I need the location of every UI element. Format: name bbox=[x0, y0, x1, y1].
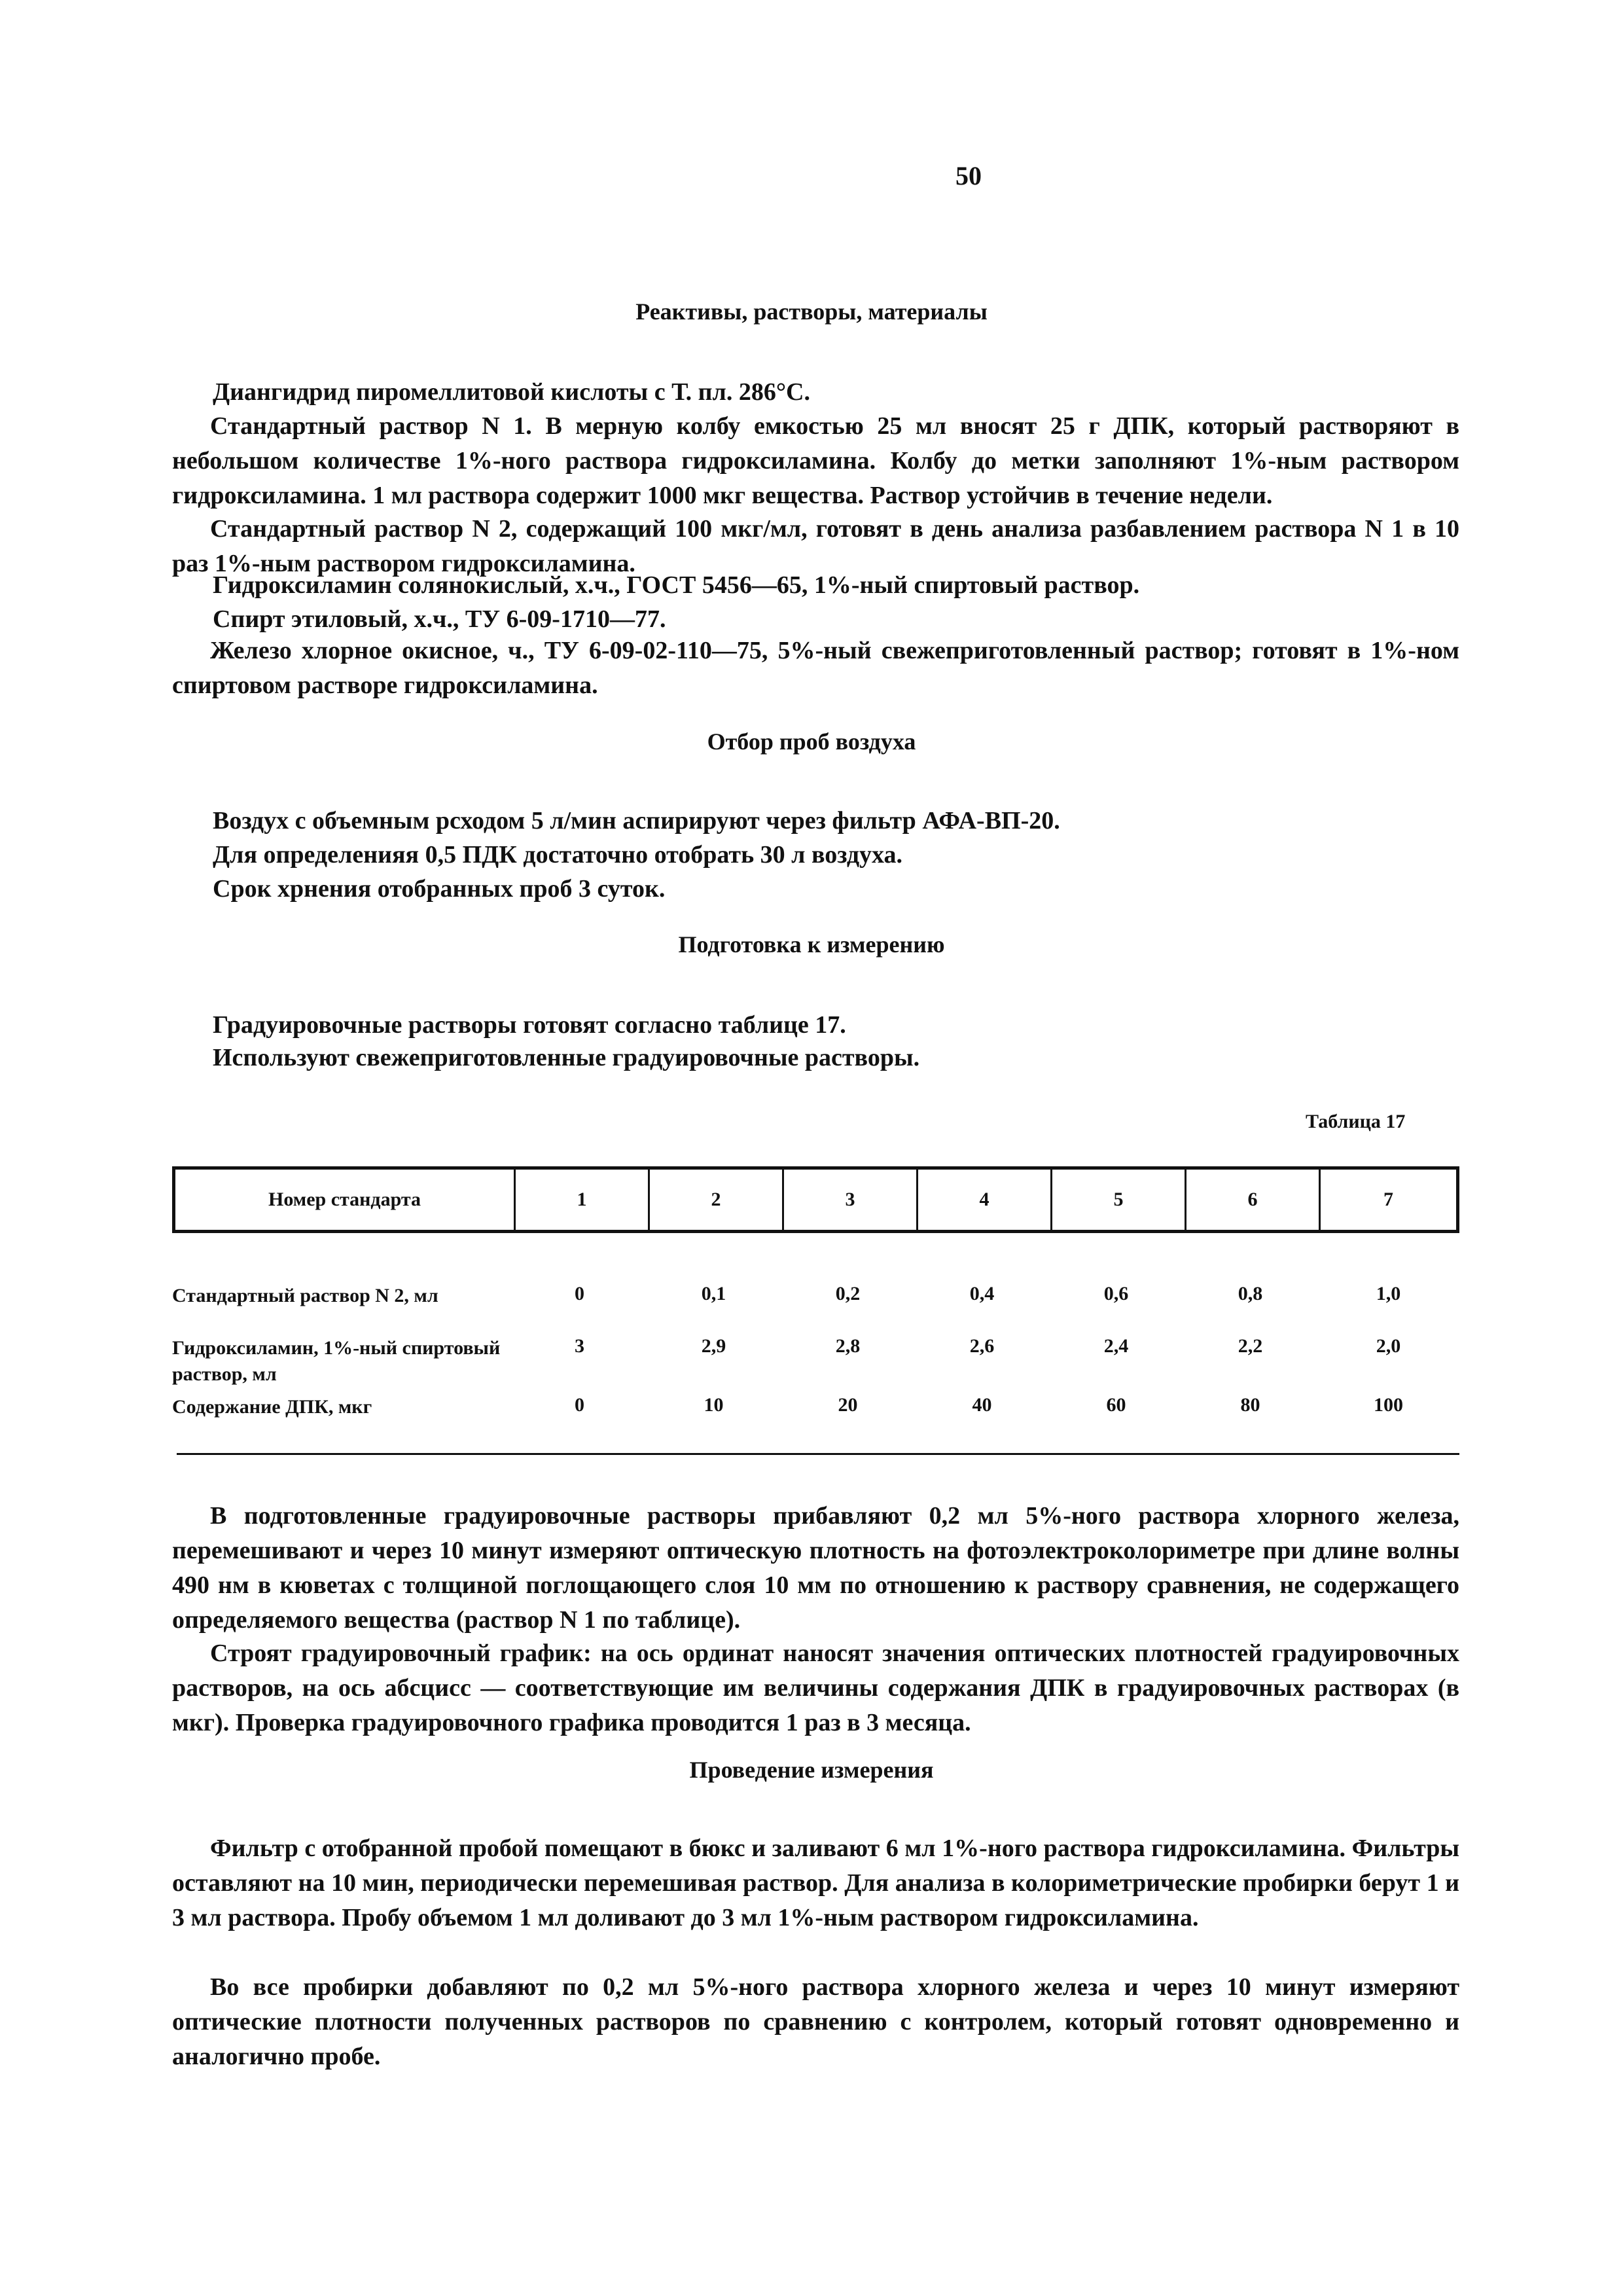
paragraph: Железо хлорное окисное, ч., ТУ 6-09-02-110—75, 5%-ный свежеприготовленный раствор; готовят в 1%-ном спиртовом растворе гидроксиламина. bbox=[172, 637, 1459, 699]
table-cell: 2,2 bbox=[1238, 1335, 1263, 1357]
table-cell: 10 bbox=[704, 1394, 724, 1416]
table-cell: 1,0 bbox=[1376, 1283, 1401, 1304]
table-row bbox=[172, 1283, 1459, 1309]
paragraph: Диангидрид пиромеллитовой кислоты с Т. пл. 286°С. bbox=[213, 378, 810, 406]
table-cell: 100 bbox=[1374, 1394, 1403, 1416]
table-row bbox=[172, 1394, 1459, 1420]
table-col-header: 3 bbox=[784, 1170, 918, 1230]
table-cell: 2,4 bbox=[1103, 1335, 1129, 1357]
table-caption: Таблица 17 bbox=[1306, 1111, 1406, 1132]
paragraph: Во все пробирки добавляют по 0,2 мл 5%-ного раствора хлорного железа и через 10 минут измеряют оптические плотности полученных растворов по сравнению с контролем, который готовят одновременно и аналогично пробе. bbox=[172, 1973, 1459, 2070]
table-cell: 0,6 bbox=[1103, 1283, 1129, 1304]
table-cell: 0 bbox=[575, 1394, 584, 1416]
paragraph: Спирт этиловый, х.ч., ТУ 6-09-1710—77. bbox=[213, 605, 666, 633]
table-cell: 2,6 bbox=[969, 1335, 995, 1357]
table-row bbox=[172, 1335, 1459, 1388]
table-cell: 0,8 bbox=[1238, 1283, 1263, 1304]
table-cell: 0 bbox=[575, 1283, 584, 1304]
table-col-header: 6 bbox=[1186, 1170, 1321, 1230]
table-row-label: Содержание ДПК, мкг bbox=[172, 1396, 372, 1418]
section-heading-sampling: Отбор проб воздуха bbox=[707, 728, 916, 755]
table-row-label: Гидроксиламин, 1%-ный спиртовый раствор, мл bbox=[172, 1337, 501, 1385]
table-cell: 40 bbox=[972, 1394, 992, 1416]
paragraph: Строят градуировочный график: на ось ординат наносят значения оптических плотностей градуировочных растворов, на ось абсцисс — соответствующие им величины содержания ДПК в градуировочных растворах (в мкг). Проверка градуировочного графика проводится 1 раз в 3 месяца. bbox=[172, 1640, 1459, 1736]
page-number: 50 bbox=[955, 161, 982, 190]
table-col-header: 7 bbox=[1383, 1189, 1393, 1210]
table-cell: 2,8 bbox=[835, 1335, 861, 1357]
paragraph: Используют свежеприготовленные градуировочные растворы. bbox=[213, 1044, 920, 1071]
section-heading-measurement: Проведение измерения bbox=[689, 1757, 934, 1783]
table-cell: 60 bbox=[1106, 1394, 1126, 1416]
table-col-header: 2 bbox=[650, 1170, 784, 1230]
table-cell: 2,9 bbox=[701, 1335, 726, 1357]
paragraph: В подготовленные градуировочные растворы прибавляют 0,2 мл 5%-ного раствора хлорного железа, перемешивают и через 10 минут измеряют оптическую плотность на фотоэлектроколориметре при длине волны 490 нм в кюветах с толщиной поглощающего слоя 10 мм по отношению к раствору сравнения, не содержащего определяемого вещества (раствор N 1 по таблице). bbox=[172, 1502, 1459, 1634]
paragraph: Для определенияя 0,5 ПДК достаточно отобрать 30 л воздуха. bbox=[213, 841, 903, 869]
paragraph: Стандартный раствор N 2, содержащий 100 мкг/мл, готовят в день анализа разбавлением раствора N 1 в 10 раз 1%-ным раствором гидроксиламина. bbox=[172, 515, 1459, 577]
table-row-label: Стандартный раствор N 2, мл bbox=[172, 1285, 438, 1306]
table-cell: 20 bbox=[838, 1394, 858, 1416]
paragraph: Воздух с объемным рсходом 5 л/мин аспирируют через фильтр АФА-ВП-20. bbox=[213, 807, 1060, 834]
table-cell: 0,1 bbox=[701, 1283, 726, 1304]
table-col-header: 1 bbox=[516, 1170, 650, 1230]
table-cell: 0,2 bbox=[835, 1283, 861, 1304]
table-cell: 0,4 bbox=[969, 1283, 995, 1304]
section-heading-preparation: Подготовка к измерению bbox=[678, 931, 945, 958]
table-cell: 3 bbox=[575, 1335, 584, 1357]
paragraph: Фильтр с отобранной пробой помещают в бюкс и заливают 6 мл 1%-ного раствора гидроксиламина. Фильтры оставляют на 10 мин, периодически перемешивая раствор. Для анализа в колориметрические пробирки берут 1 и 3 мл раствора. Пробу объемом 1 мл доливают до 3 мл 1%-ным раствором гидроксиламина. bbox=[172, 1835, 1459, 1931]
table-cell: 80 bbox=[1240, 1394, 1260, 1416]
paragraph: Градуировочные растворы готовят согласно таблице 17. bbox=[213, 1011, 846, 1039]
table-header-label: Номер стандарта bbox=[175, 1170, 516, 1230]
paragraph: Срок хрнения отобранных проб 3 суток. bbox=[213, 875, 666, 903]
table-cell: 2,0 bbox=[1376, 1335, 1401, 1357]
table-bottom-rule bbox=[177, 1453, 1459, 1455]
table-col-header: 4 bbox=[918, 1170, 1052, 1230]
paragraph: Гидроксиламин солянокислый, х.ч., ГОСТ 5456—65, 1%-ный спиртовый раствор. bbox=[213, 571, 1140, 599]
table-col-header: 5 bbox=[1052, 1170, 1186, 1230]
section-heading-reagents: Реактивы, растворы, материалы bbox=[635, 298, 988, 325]
paragraph: Стандартный раствор N 1. В мерную колбу емкостью 25 мл вносят 25 г ДПК, который растворяют в небольшом количестве 1%-ного раствора гидроксиламина. Колбу до метки заполняют 1%-ным раствором гидроксиламина. 1 мл раствора содержит 1000 мкг вещества. Раствор устойчив в течение недели. bbox=[172, 412, 1459, 509]
table-header bbox=[172, 1166, 1459, 1233]
